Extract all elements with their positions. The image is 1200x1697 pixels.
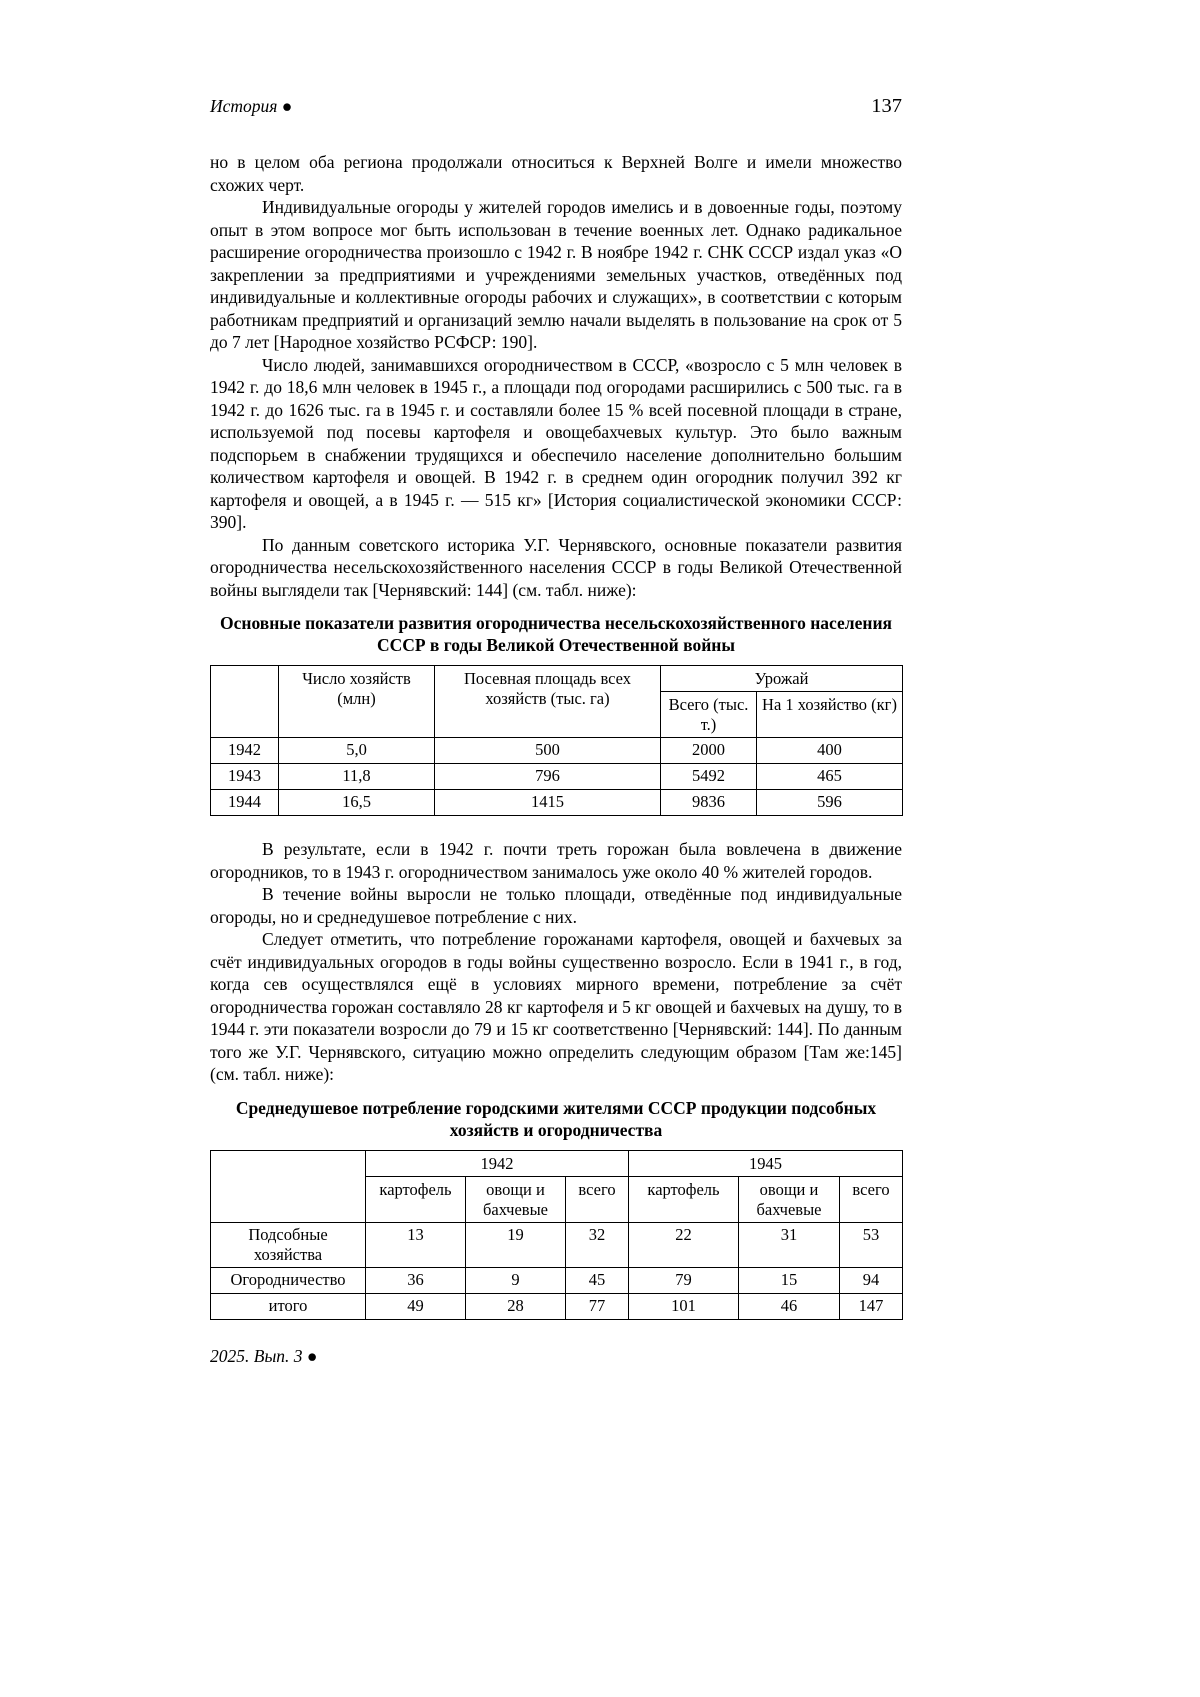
corner-cell: [211, 1150, 366, 1222]
header-cell: Посевная площадь всех хозяйств (тыс. га): [435, 666, 661, 738]
page-header: [210, 95, 902, 118]
table-row: [211, 1293, 903, 1319]
table-row: [211, 764, 903, 790]
value-cell: 32: [566, 1222, 629, 1267]
value-cell: 31: [739, 1222, 840, 1267]
header-cell: Число хозяйств (млн): [279, 666, 435, 738]
header-cell: Урожай: [661, 666, 903, 692]
value-cell: 9: [466, 1267, 566, 1293]
value-cell: 94: [840, 1267, 903, 1293]
paragraph: В течение войны выросли не только площади, отведённые под индивидуальные огороды, но и среднедушевое потребление с них.: [210, 884, 902, 927]
year-cell: 1944: [211, 790, 279, 816]
value-cell: 101: [629, 1293, 739, 1319]
value-cell: 22: [629, 1222, 739, 1267]
page-number: 137: [871, 95, 902, 117]
value-cell: 1415: [435, 790, 661, 816]
value-cell: 46: [739, 1293, 840, 1319]
paragraph: Следует отметить, что потребление горожанами картофеля, овощей и бахчевых за счёт индивидуальных огородов в годы войны существенно возросло. Если в 1941 г., в год, когда сев осуществлялся ещё в условиях мирного времени, потребление за счёт огородничества горожан составляло 28 кг картофеля и 5 кг овощей и бахчевых на душу, то в 1944 г. эти показатели возросли до 79 и 15 кг соответственно [Чернявский: 144]. По данным того же У.Г. Чернявского, ситуацию можно определить следующим образом [Там же:145] (см. табл. ниже):: [210, 929, 902, 1084]
table-row: [211, 738, 903, 764]
value-cell: 2000: [661, 738, 757, 764]
table-row: [211, 1222, 903, 1267]
value-cell: 28: [466, 1293, 566, 1319]
consumption-table: [210, 1150, 903, 1320]
header-cell: 1945: [629, 1150, 903, 1176]
header-cell: Всего (тыс. т.): [661, 692, 757, 738]
header-cell: 1942: [366, 1150, 629, 1176]
header-cell: всего: [566, 1176, 629, 1222]
table-header-row: [211, 1150, 903, 1176]
value-cell: 49: [366, 1293, 466, 1319]
header-cell: всего: [840, 1176, 903, 1222]
row-label-cell: Огородничество: [211, 1267, 366, 1293]
header-cell: На 1 хозяйство (кг): [757, 692, 903, 738]
corner-cell: [211, 666, 279, 738]
value-cell: 500: [435, 738, 661, 764]
value-cell: 53: [840, 1222, 903, 1267]
table2-caption: Среднедушевое потребление городскими жителями СССР продукции подсобных хозяйств и огородничества: [235, 1097, 877, 1140]
value-cell: 465: [757, 764, 903, 790]
header-cell: картофель: [629, 1176, 739, 1222]
row-label-cell: итого: [211, 1293, 366, 1319]
value-cell: 19: [466, 1222, 566, 1267]
paragraph: В результате, если в 1942 г. почти треть горожан была вовлечена в движение огородников, то в 1943 г. огородничеством занималось уже около 40 % жителей городов.: [210, 839, 902, 882]
value-cell: 5492: [661, 764, 757, 790]
table-row: [211, 1267, 903, 1293]
indicators-table: [210, 665, 903, 816]
value-cell: 45: [566, 1267, 629, 1293]
paragraph: Индивидуальные огороды у жителей городов имелись и в довоенные годы, поэтому опыт в этом вопросе мог быть использован в течение военных лет. Однако радикальное расширение огородничества произошло с 1942 г. В ноябре 1942 г. СНК СССР издал указ «О закреплении за предприятиями и учреждениями земельных участков, отведённых под индивидуальные и коллективные огороды рабочих и служащих», в соответствии с которым работникам предприятий и организаций землю начали выделять в пользование на срок от 5 до 7 лет [Народное хозяйство РСФСР: 190].: [210, 197, 902, 352]
value-cell: 147: [840, 1293, 903, 1319]
header-cell: овощи и бахчевые: [739, 1176, 840, 1222]
paragraph: По данным советского историка У.Г. Чернявского, основные показатели развития огородничества несельскохозяйственного населения СССР в годы Великой Отечественной войны выглядели так [Чернявский: 144] (см. табл. ниже):: [210, 534, 902, 600]
value-cell: 79: [629, 1267, 739, 1293]
table-header-row: [211, 666, 903, 692]
paragraph: Число людей, занимавшихся огородничеством в СССР, «возросло с 5 млн человек в 1942 г. до 18,6 млн человек в 1945 г., а площади под огородами расширились с 500 тыс. га в 1942 г. до 1626 тыс. га в 1945 г. и составляли более 15 % всей посевной площади в стране, используемой под посевы картофеля и овощебахчевых культур. Это было важным подспорьем в снабжении трудящихся и обеспечило население дополнительно большим количеством картофеля и овощей. В 1942 г. в среднем один огородник получил 392 кг картофеля и овощей, а в 1945 г. — 515 кг» [История социалистической экономики СССР: 390].: [210, 354, 902, 532]
table-row: [211, 790, 903, 816]
row-label-cell: Подсобные хозяйства: [211, 1222, 366, 1267]
value-cell: 11,8: [279, 764, 435, 790]
year-cell: 1942: [211, 738, 279, 764]
page-content: [210, 95, 902, 1367]
header-cell: картофель: [366, 1176, 466, 1222]
header-cell: овощи и бахчевые: [466, 1176, 566, 1222]
value-cell: 36: [366, 1267, 466, 1293]
value-cell: 77: [566, 1293, 629, 1319]
value-cell: 15: [739, 1267, 840, 1293]
value-cell: 9836: [661, 790, 757, 816]
value-cell: 5,0: [279, 738, 435, 764]
value-cell: 596: [757, 790, 903, 816]
value-cell: 400: [757, 738, 903, 764]
footer-issue-info: 2025. Вып. 3 ●: [210, 1345, 318, 1366]
table1-caption: Основные показатели развития огородничества несельскохозяйственного населения СССР в годы Великой Отечественной войны: [219, 613, 893, 655]
value-cell: 796: [435, 764, 661, 790]
value-cell: 13: [366, 1222, 466, 1267]
journal-section-title: История ●: [210, 96, 293, 116]
value-cell: 16,5: [279, 790, 435, 816]
paragraph: но в целом оба региона продолжали относиться к Верхней Волге и имели множество схожих черт.: [210, 152, 902, 195]
year-cell: 1943: [211, 764, 279, 790]
